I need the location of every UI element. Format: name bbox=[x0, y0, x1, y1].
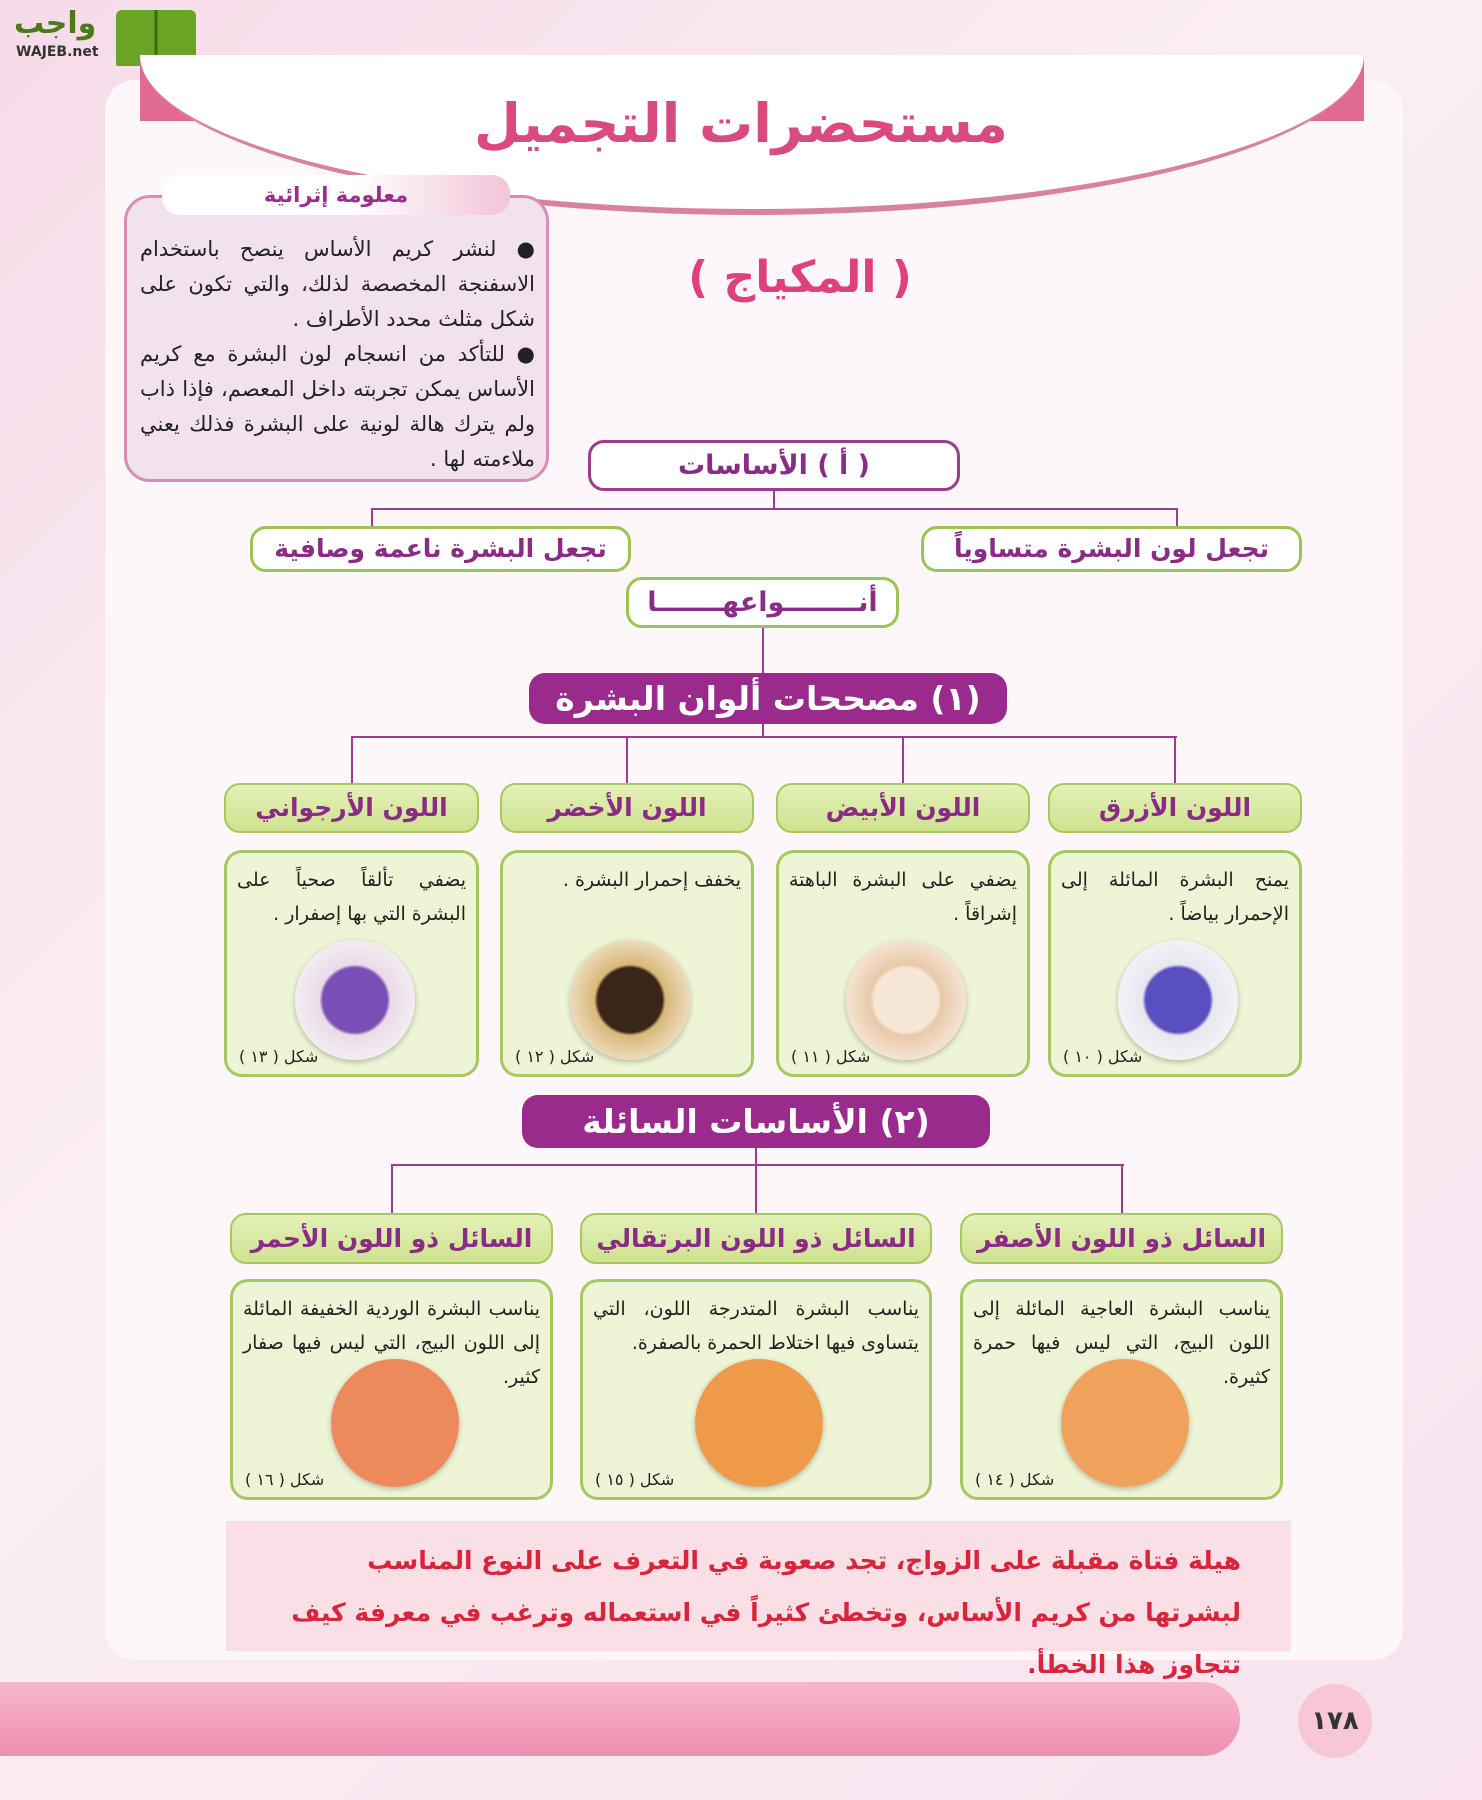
connector bbox=[755, 1148, 757, 1165]
figure-caption: شكل ( ١٦ ) bbox=[245, 1470, 325, 1489]
basics-box: ( أ ) الأساسات bbox=[588, 440, 960, 491]
item-card bbox=[230, 1279, 553, 1500]
item-header: السائل ذو اللون الأحمر bbox=[230, 1213, 553, 1264]
item-description: يضفي تألقاً صحياً على البشرة التي بها إصفرار . bbox=[237, 869, 466, 925]
figure-caption: شكل ( ١٥ ) bbox=[595, 1470, 675, 1489]
item-description: يناسب البشرة الوردية الخفيفة المائلة إلى اللون البيج، التي ليس فيها صفار كثير. bbox=[243, 1298, 540, 1388]
connector bbox=[902, 737, 904, 783]
connector bbox=[371, 508, 373, 528]
product-jar-image bbox=[331, 1359, 459, 1487]
page-number: ١٧٨ bbox=[1298, 1684, 1372, 1758]
product-jar-image bbox=[1118, 940, 1238, 1060]
item-header: اللون الأزرق bbox=[1048, 783, 1302, 833]
item-description: يناسب البشرة المتدرجة اللون، التي يتساوى فيها اختلاط الحمرة بالصفرة. bbox=[593, 1298, 919, 1354]
connector bbox=[1176, 508, 1178, 528]
info-box-body bbox=[140, 232, 535, 477]
benefit-even-tone: تجعل لون البشرة متساوياً bbox=[921, 526, 1302, 572]
page-title: مستحضرات التجميل bbox=[474, 92, 1008, 155]
item-description: يضفي على البشرة الباهتة إشراقاً . bbox=[789, 869, 1017, 925]
benefit-smooth-skin: تجعل البشرة ناعمة وصافية bbox=[250, 526, 631, 572]
connector bbox=[391, 1165, 393, 1213]
figure-caption: شكل ( ١٠ ) bbox=[1063, 1047, 1143, 1066]
product-jar-image bbox=[695, 1359, 823, 1487]
item-card bbox=[960, 1279, 1283, 1500]
figure-caption: شكل ( ١١ ) bbox=[791, 1047, 871, 1066]
connector bbox=[762, 628, 764, 674]
connector bbox=[391, 1164, 1124, 1166]
info-bullet: ● لنشر كريم الأساس ينصح باستخدام الاسفنجة المخصصة لذلك، والتي تكون على شكل مثلث محدد الأطراف . bbox=[140, 237, 535, 331]
info-box-heading: معلومة إثرائية bbox=[162, 175, 510, 215]
item-card bbox=[580, 1279, 932, 1500]
figure-caption: شكل ( ١٤ ) bbox=[975, 1470, 1055, 1489]
footer-band bbox=[0, 1682, 1240, 1756]
logo-arabic: واجب bbox=[14, 6, 97, 41]
product-jar-image bbox=[1061, 1359, 1189, 1487]
scenario-box: هيلة فتاة مقبلة على الزواج، تجد صعوبة في التعرف على النوع المناسب لبشرتها من كريم الأساس، وتخطئ كثيراً في استعماله وترغب في معرفة كيف تتجاوز هذا الخطأ. bbox=[226, 1521, 1291, 1651]
item-card bbox=[500, 850, 754, 1077]
item-header: السائل ذو اللون البرتقالي bbox=[580, 1213, 932, 1264]
logo-latin: WAJEB.net bbox=[16, 44, 99, 60]
types-box: أنــــــــواعهـــــــا bbox=[626, 577, 899, 628]
item-description: يناسب البشرة العاجية المائلة إلى اللون البيج، التي ليس فيها حمرة كثيرة. bbox=[973, 1298, 1270, 1388]
connector bbox=[351, 736, 1177, 738]
connector bbox=[626, 737, 628, 783]
product-jar-image bbox=[295, 940, 415, 1060]
item-header: السائل ذو اللون الأصفر bbox=[960, 1213, 1283, 1264]
section2-title: (٢) الأساسات السائلة bbox=[522, 1095, 990, 1148]
item-header: اللون الأرجواني bbox=[224, 783, 479, 833]
connector bbox=[1121, 1165, 1123, 1213]
figure-caption: شكل ( ١٣ ) bbox=[239, 1047, 319, 1066]
item-card bbox=[224, 850, 479, 1077]
connector bbox=[1174, 737, 1176, 783]
info-bullet: ● للتأكد من انسجام لون البشرة مع كريم الأساس يمكن تجربته داخل المعصم، فإذا ذاب ولم يترك هالة لونية على البشرة فذلك يعني ملاءمته لها . bbox=[140, 342, 535, 471]
figure-caption: شكل ( ١٢ ) bbox=[515, 1047, 595, 1066]
item-description: يخفف إحمرار البشرة . bbox=[562, 869, 741, 891]
connector bbox=[755, 1165, 757, 1213]
subtitle: ( المكياج ) bbox=[688, 252, 912, 303]
item-header: اللون الأبيض bbox=[776, 783, 1030, 833]
item-description: يمنح البشرة المائلة إلى الإحمرار بياضاً . bbox=[1061, 869, 1289, 925]
connector bbox=[773, 491, 775, 509]
product-jar-image bbox=[570, 940, 690, 1060]
connector bbox=[351, 737, 353, 783]
product-jar-image bbox=[846, 940, 966, 1060]
item-card bbox=[1048, 850, 1302, 1077]
connector bbox=[371, 508, 1177, 510]
item-header: اللون الأخضر bbox=[500, 783, 754, 833]
item-card bbox=[776, 850, 1030, 1077]
section1-title: (١) مصححات ألوان البشرة bbox=[529, 673, 1007, 724]
